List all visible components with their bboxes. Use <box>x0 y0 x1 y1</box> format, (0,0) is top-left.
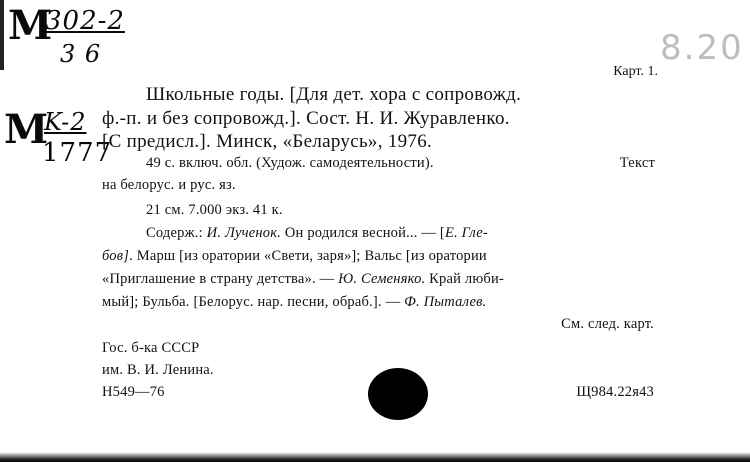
description-text-word: Текст <box>619 155 655 171</box>
contents-line-1 <box>146 225 488 242</box>
contents-label: Содерж.: <box>146 225 207 241</box>
contents-text: Он родился весной... — [ <box>281 225 445 241</box>
contents-line-4 <box>102 294 486 311</box>
handwritten-call-prefix-1: M <box>8 2 54 49</box>
contents-text: «Приглашение в страну детства». — <box>102 271 339 287</box>
faded-stamp-mark: 8.20 <box>660 28 744 68</box>
description-physical: 21 см. 7.000 экз. 41 к. <box>146 202 283 218</box>
contents-author: бов] <box>102 248 130 264</box>
handwritten-call-number-top-1: 302-2 <box>45 6 125 36</box>
contents-text: мый]; Бульба. [Белорус. нар. песни, обраб.]. — <box>102 294 405 310</box>
description-pages: 49 с. включ. обл. (Худож. самодеятельности). <box>146 155 434 171</box>
contents-author: Ф. Пыталев. <box>404 294 487 310</box>
title-line-3: [С предисл.]. Минск, «Беларусь», 1976. <box>102 131 433 152</box>
handwritten-call-number-bottom-2: 1777 <box>42 138 113 168</box>
handwritten-call-number-bottom-1: 3 6 <box>60 40 102 68</box>
contents-text: . Марш [из оратории «Свети, заря»]; Вальс [из оратории <box>129 248 487 264</box>
catalog-number: Н549—76 <box>102 384 165 400</box>
title-line-1: Школьные годы. [Для дет. хора с сопровожд. <box>146 84 522 105</box>
library-name-line-2: им. В. И. Ленина. <box>102 362 214 378</box>
library-name-line-1: Гос. б-ка СССР <box>102 340 200 356</box>
card-bottom-edge <box>0 452 750 462</box>
classification-number: Щ984.22я43 <box>576 384 654 400</box>
see-next-card: См. след. карт. <box>561 316 654 332</box>
handwritten-call-prefix-2: M <box>4 106 50 153</box>
contents-author: Е. Гле- <box>444 225 488 241</box>
card-number: Карт. 1. <box>613 64 658 79</box>
contents-line-3 <box>102 271 504 288</box>
handwritten-call-number-top-2: K-2 <box>44 108 87 136</box>
description-language: на белорус. и рус. яз. <box>102 177 236 193</box>
contents-author: И. Лученок. <box>206 225 282 241</box>
punch-hole <box>368 368 428 420</box>
contents-author: Ю. Семеняко. <box>338 271 426 287</box>
card-edge-mark <box>0 0 4 70</box>
contents-text: Край люби- <box>425 271 504 287</box>
contents-line-2 <box>102 248 487 265</box>
title-line-2: ф.-п. и без сопровожд.]. Сост. Н. И. Журавленко. <box>102 108 510 129</box>
